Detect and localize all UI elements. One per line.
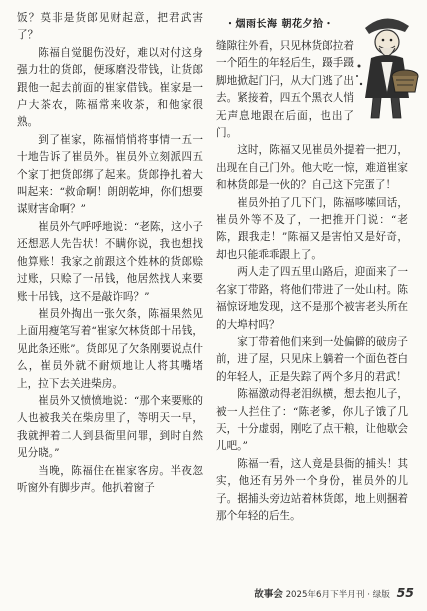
paragraph: 崔员外掏出一张欠条，陈福果然见上面用瘦笔写着“崔家欠林货郎十吊钱，见此条还账”。货郎见了欠条刚要说点什么，崔员外就不耐烦地让人将其嘴堵上，拉下去关进柴房。 [17,307,203,390]
right-column-rest [216,142,408,525]
paragraph: 陈福一看，这人竟是县衙的捕头！其实，他还有另外一个身份，崔员外的儿子。据捕头旁边站着林货郎，地上则捆着那个年轻的后生。 [216,457,408,522]
paragraph: 当晚，陈福住在崔家客房。半夜忽听窗外有脚步声。他扒着窗子 [17,464,203,494]
paragraph: 崔员外又愤愤地说：“那个来要账的人也被我关在柴房里了，等明天一早，我就押着二人到县衙里问罪，到时自然见分晓。” [17,394,203,460]
page-footer [222,585,414,600]
paragraph: 两人走了四五里山路后，迎面来了一名家丁带路，将他们带进了一处山村。陈福惊讶地发现，这不是那个被害老头所在的大埠村吗？ [216,266,408,331]
paragraph: 陈福自觉腿伤没好，难以对付这身强力壮的货郎，便琢磨没带钱，让货郎跟他一起去前面的崔家借钱。崔家是一户大茶农，陈福常来收茶，和他家很熟。 [17,46,203,129]
page-number: 55 [396,585,414,600]
paragraph: 到了崔家，陈福悄悄将事情一五一十地告诉了崔员外。崔员外立刻派四五个家丁把货郎绑了起来。货郎挣扎着大叫起来：“救命啊！朗朗乾坤，你们想要谋财害命啊？” [17,133,203,216]
paragraph: 饭？莫非是货郎见财起意，把君武害了？ [17,12,203,42]
right-column-top-block [216,38,354,142]
paragraph: 崔员外拍了几下门，陈福哆嗦回话，崔员外等不及了，一把推开门说：“老陈，跟我走！”陈福又是害怕又是好奇，却也只能乖乖跟上了。 [216,196,408,261]
paragraph: 陈福激动得老泪纵横，想去抱儿子，被一人拦住了：“陈老爹，你儿子饿了几天，十分虚弱，刚吃了点干粮，让他歇会儿吧。” [216,388,408,453]
paragraph: 崔员外气呼呼地说：“老陈，这小子还想恶人先告状！不瞒你说，我也想找他算账！我家之前跟这个姓林的货郎赊过账，只赊了一吊钱，他居然找人来要账十吊钱，这不是敲诈吗？” [17,220,203,303]
left-column [17,10,203,497]
paragraph: 家丁带着他们来到一处偏僻的破房子前，进了屋，只见床上躺着一个面色苍白的年轻人，正是失踪了两个多月的君武！ [216,335,408,383]
paragraph: 缝隙往外看，只见林货郎拉着一个陌生的年轻后生，蹑手蹑脚地掀起门闩，从大门逃了出去。紧接着，四五个黑衣人悄无声息地跟在后面，也出了门。 [216,40,354,140]
issue-info: 2025年6月下半月刊 · 绿版 [285,590,390,600]
old-man-with-basket-illustration [351,6,421,124]
section-tagline: ・烟雨长海 朝花夕拾・ [225,19,334,30]
paragraph: 这时，陈福又见崔员外提着一把刀，出现在自己门外。他大吃一惊，难道崔家和林货郎是一伙的？自己这下完蛋了！ [216,144,408,192]
magazine-title: 故事会 [254,589,283,600]
